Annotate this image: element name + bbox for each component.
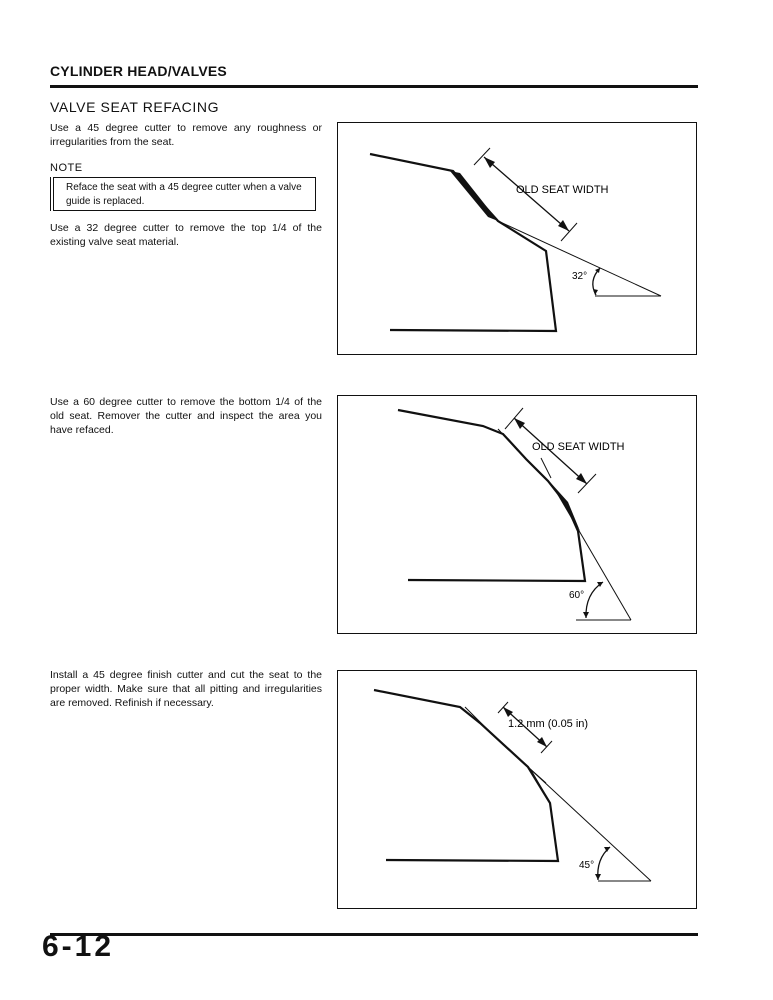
section-title: VALVE SEAT REFACING <box>50 99 220 115</box>
figure-2-label: OLD SEAT WIDTH <box>532 441 625 453</box>
figure-2-drawing <box>338 396 698 635</box>
figure-3-label: 1.2 mm (0.05 in) <box>508 718 589 730</box>
figure-3-angle: 45° <box>579 860 595 871</box>
header-rule <box>50 85 698 88</box>
note-box <box>53 177 316 211</box>
figure-1-label: OLD SEAT WIDTH <box>516 184 609 196</box>
figure-1-drawing <box>338 123 698 356</box>
figure-45-degree-finish-cutter <box>337 670 697 909</box>
step-1-text: Use a 45 degree cutter to remove any roughness or irregularities from the seat. <box>50 122 322 148</box>
page-number: 6-12 <box>42 930 115 963</box>
note-bracket <box>50 177 51 211</box>
step-2-text: Use a 32 degree cutter to remove the top 1/4 of the existing valve seat material. <box>50 222 322 248</box>
figure-60-degree-cutter <box>337 395 697 634</box>
figure-2-angle: 60° <box>569 590 585 601</box>
figure-1-angle: 32° <box>572 271 588 282</box>
page-header-title: CYLINDER HEAD/VALVES <box>50 63 227 79</box>
step-4-text: Install a 45 degree finish cutter and cut the seat to the proper width. Make sure that all pitting and irregularities are removed. Refinish if necessary. <box>50 669 322 709</box>
figure-32-degree-cutter <box>337 122 697 355</box>
figure-3-drawing <box>338 671 698 910</box>
note-label: NOTE <box>50 162 83 174</box>
step-3-text: Use a 60 degree cutter to remove the bottom 1/4 of the old seat. Remover the cutter and inspect the area you have refaced. <box>50 396 322 436</box>
footer-rule <box>50 933 698 936</box>
note-text: Reface the seat with a 45 degree cutter when a valve guide is replaced. <box>66 182 302 207</box>
